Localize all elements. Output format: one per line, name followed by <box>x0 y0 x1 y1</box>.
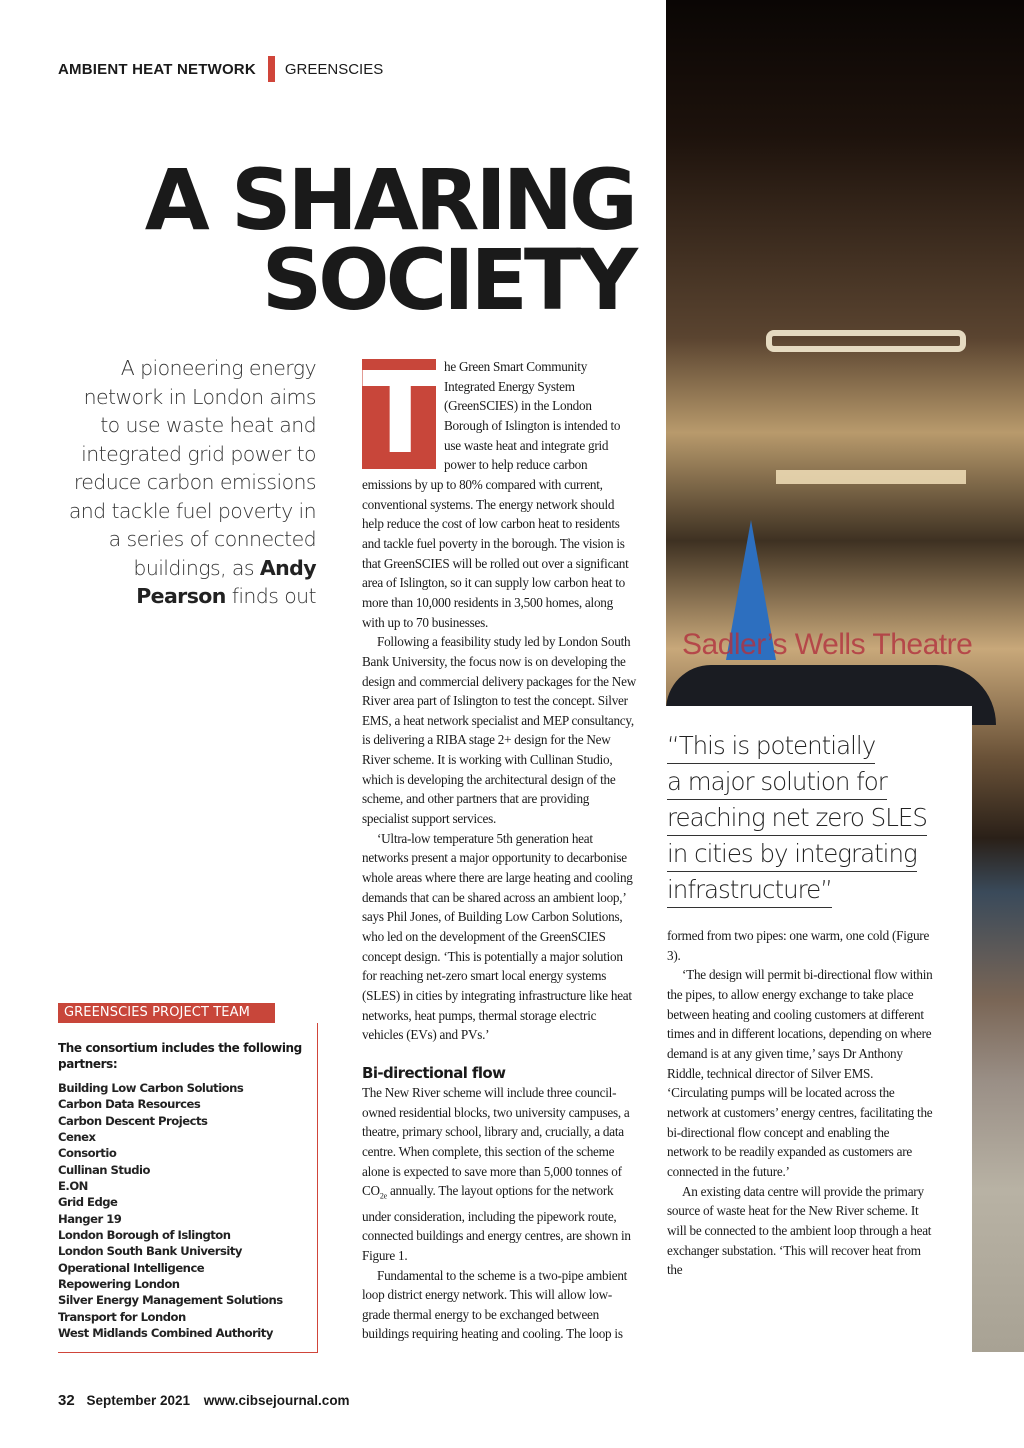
partner-item: London Borough of Islington <box>58 1228 231 1243</box>
paragraph <box>362 1266 638 1345</box>
issue-date: September 2021 <box>86 1393 191 1408</box>
paragraph-text: annually. The layout options for the network under consideration, including the pipework route, connected buildings and energy centres, are shown in Figure 1. <box>362 1183 631 1263</box>
partner-item: Cenex <box>58 1130 96 1145</box>
paragraph-continued: formed from two pipes: one warm, one cold (Figure 3). <box>667 928 930 963</box>
subheading: Bi-directional flow <box>362 1063 506 1082</box>
team-box-intro: The consortium includes the following partners: <box>58 1041 302 1071</box>
pull-quote-line: in cities by integrating <box>667 836 917 872</box>
paragraph: Following a feasibility study led by London South Bank University, the focus now is on developing the design and commercial delivery packages for the New River area part of Islington to test the concept. Silver EMS, a heat network specialist and MEP consultancy, is delivering a RIBA stage 2+ design for the New River scheme. It is working with Cullinan Studio, which is developing the architectural design of the scheme, and other partners that are providing specialist support services. <box>362 634 636 827</box>
headline <box>144 151 634 329</box>
partner-item: London South Bank University <box>58 1244 242 1259</box>
page-footer <box>58 1392 350 1409</box>
paragraph: An existing data centre will provide the primary source of waste heat for the New River scheme. It will be connected to the ambient loop through a heat exchanger substation. ‘This will recover heat from the <box>667 1183 932 1278</box>
theatre-sign: Sadler’s Wells Theatre <box>682 628 973 661</box>
partner-list <box>58 1080 317 1342</box>
team-box <box>58 1023 318 1353</box>
paragraph-text: Fundamental to the scheme is a two-pipe ambient loop district energy network. This will allow low-grade thermal energy to be exchanged between buildings requiring heating and cooling. The loop is <box>362 1267 628 1342</box>
partner-item: Hanger 19 <box>58 1211 122 1226</box>
standfirst <box>60 354 316 611</box>
running-header <box>58 56 383 82</box>
partner-item: E.ON <box>58 1179 88 1194</box>
headline-line-2: SOCIETY <box>261 231 634 329</box>
partner-item: Transport for London <box>58 1309 186 1324</box>
pull-quote-line: infrastructure” <box>667 872 832 908</box>
body-column-2 <box>667 926 933 1280</box>
paragraph: ‘The design will permit bi-directional flow within the pipes, to allow energy exchange to take place between heating and cooling customers at different times and in different locations, depending on where demand is at any given time,’ says Dr Anthony Riddle, technical director of Silver EMS. ‘Circulating pumps will be located across the network at customers’ energy centres, facilitating the bi-directional flow concept and enabling the network to be readily expanded as customers are connected in the future.’ <box>667 967 933 1179</box>
paragraph-text: The New River scheme will include three council-owned residential blocks, two university campuses, a theatre, primary school, library and, crucially, a data centre. When complete, this section of the scheme alone is expected to save more than 5,000 tonnes of CO <box>362 1084 630 1199</box>
photo-light <box>766 330 966 352</box>
headline-line-1: A SHARING <box>144 151 634 249</box>
partner-item: West Midlands Combined Authority <box>58 1326 273 1341</box>
pull-quote-line: reaching net zero SLES <box>667 800 927 836</box>
partner-item: Operational Intelligence <box>58 1260 205 1275</box>
partner-item: Repowering London <box>58 1277 180 1292</box>
subscript: 2e <box>379 1191 387 1201</box>
subsection-label: GREENSCIES <box>284 60 384 78</box>
author-name: Andy Pearson <box>136 555 316 608</box>
pull-quote-line: a major solution for <box>667 764 887 800</box>
drop-cap: T <box>362 349 439 479</box>
standfirst-tail: finds out <box>231 584 316 608</box>
website-link[interactable]: www.cibsejournal.com <box>203 1393 350 1408</box>
pull-quote-line: “This is potentially <box>667 728 875 764</box>
partner-item: Silver Energy Management Solutions <box>58 1293 283 1308</box>
section-label: AMBIENT HEAT NETWORK <box>58 60 256 78</box>
partner-item: Grid Edge <box>58 1195 118 1210</box>
body-column-1 <box>362 349 638 1344</box>
paragraph: he Green Smart Community Integrated Energy System (GreenSCIES) in the London Borough of Islington is intended to use waste heat and integrate grid power to help reduce carbon emissions by up to 80% compared with current, conventional systems. The energy network should help reduce the cost of low carbon heat to residents and tackle fuel poverty in the borough. The vision is that GreenSCIES will be rolled out over a significant area of Islington, so it can supply low carbon heat to more than 10,000 residents in 3,500 homes, along with up to 70 businesses. <box>362 359 629 630</box>
photo-light <box>776 470 966 484</box>
team-box-heading: GREENSCIES PROJECT TEAM <box>58 1003 275 1023</box>
pull-quote <box>667 728 927 908</box>
standfirst-text: A pioneering energy network in London aims to use waste heat and integrated grid power to reduce carbon emissions and tackle fuel poverty in a series of connected buildings, as <box>68 356 316 580</box>
paragraph: ‘Ultra-low temperature 5th generation heat networks present a major opportunity to decarbonise whole areas where there are large heating and cooling demands that can be shared across an ambient loop,’ says Phil Jones, of Building Low Carbon Solutions, who led on the development of the GreenSCIES concept design. ‘This is potentially a major solution for reaching net-zero smart local energy systems (SLES) in cities by integrating infrastructure like heat networks, heat pumps, thermal storage electric vehicles (EVs) and PVs.’ <box>362 830 633 1043</box>
header-divider <box>268 56 275 82</box>
partner-item: Consortio <box>58 1146 117 1161</box>
partner-item: Carbon Descent Projects <box>58 1113 208 1128</box>
page-number: 32 <box>58 1392 75 1409</box>
partner-item: Cullinan Studio <box>58 1162 150 1177</box>
partner-item: Carbon Data Resources <box>58 1097 201 1112</box>
paragraph <box>362 1083 638 1266</box>
partner-item: Building Low Carbon Solutions <box>58 1081 244 1095</box>
